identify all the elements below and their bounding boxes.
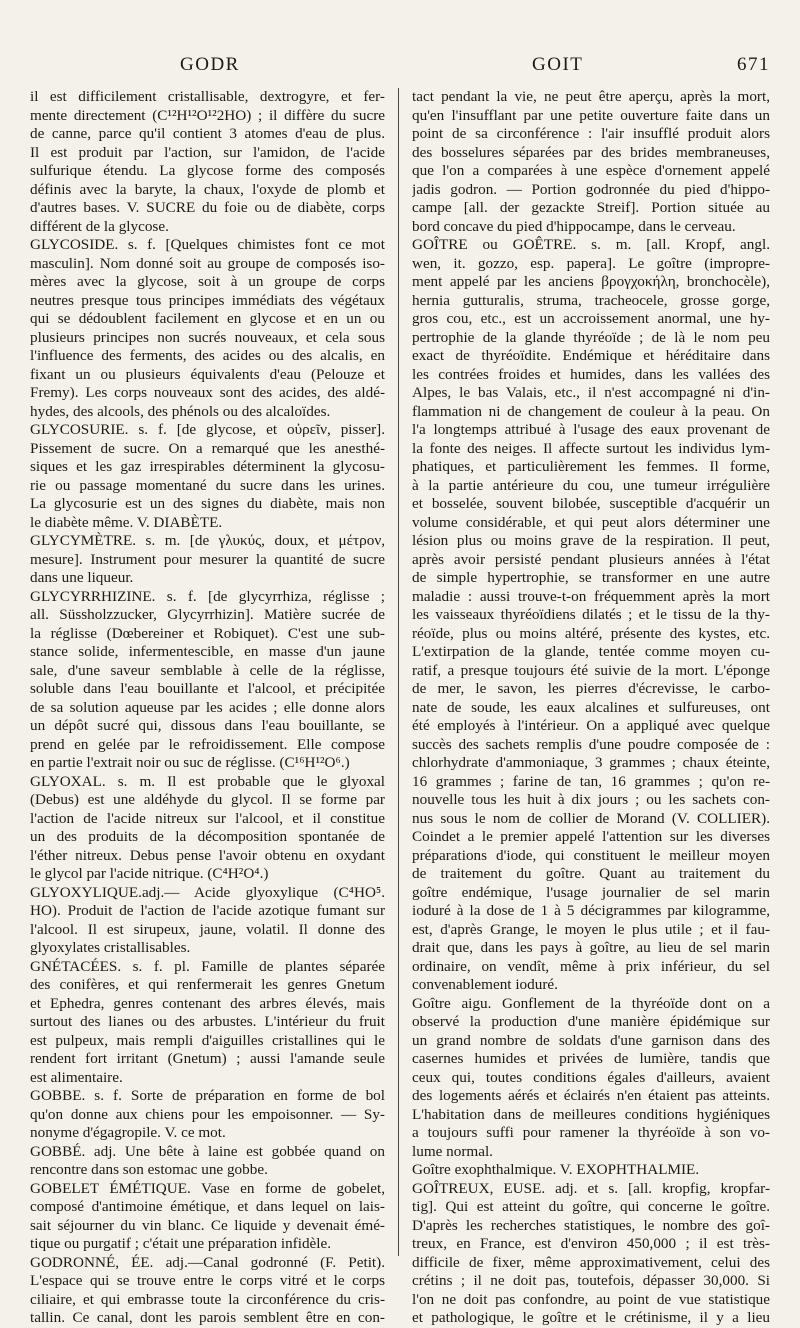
text-line: Goître aigu. Gonflement de la thyréoïde dont on a [412, 994, 770, 1012]
text-line: jadis godron. — Portion godronnée du pied d'hippo- [412, 180, 770, 198]
text-line: convenablement ioduré. [412, 976, 558, 993]
text-line: GLYCOSURIE. s. f. [de glycose, et οὐρεῖν, pisser]. [30, 421, 385, 438]
text-line: Alpes, le bas Valais, etc., il n'est accompagné ni d'in- [412, 384, 770, 401]
text-line: est pulpeux, mais rempli d'aiguilles cristallines qui le [30, 1031, 385, 1049]
text-line: tact pendant la vie, ne peut être aperçu, après la mort, [412, 88, 770, 105]
text-line: tallin. Ce canal, dont les parois semblent être en con- [30, 1309, 385, 1326]
text-line: réoïde, plus ou moins altéré, présente des kystes, etc. [412, 624, 770, 642]
text-line: un dépôt sucré qui, dissous dans l'eau bouillante, se [30, 717, 385, 734]
text-line: surtout des lianes ou des arbustes. L'intérieur du fruit [30, 1013, 385, 1030]
text-line: que l'on a comparées à une espèce d'ornement appelé [412, 162, 770, 179]
text-line: phatiques, et particulièrement les femmes. Il forme, [412, 458, 770, 475]
text-line: et Ephedra, genres contenant des arbres élevés, mais [30, 994, 385, 1012]
text-line: la réglisse (Dœbereiner et Robiquet). C'est une sub- [30, 624, 385, 642]
header-left-word: GODR [180, 54, 240, 75]
text-line: fixant un ou plusieurs équivalents d'eau (Pelouze et [30, 365, 385, 383]
text-line: définis avec la baryte, la chaux, l'oxyde de plomb et [30, 180, 385, 198]
text-line: tig]. Qui est atteint du goître, qui concerne le goître. [412, 1198, 770, 1215]
text-line: GLYOXAL. s. m. Il est probable que le glyoxal [30, 772, 385, 790]
text-line: tique ou purgatif ; c'était une préparation infidèle. [30, 1235, 332, 1252]
text-line: campe [all. der gezackte Streif]. Portion située au [412, 199, 770, 216]
text-line: prend en gelée par le refroidissement. Elle compose [30, 735, 385, 753]
text-line: crétins ; il ne doit pas, toutefois, dépasser 30,000. Si [412, 1272, 770, 1289]
text-line: drait que, dans les pays à goître, au lieu de sel marin [412, 939, 770, 956]
text-line: sulfurique étendu. La glycose forme des composés [30, 162, 385, 179]
text-line: glyoxylates cristallisables. [30, 939, 191, 956]
text-line: un grand nombre de soldats d'une garnison dans des [412, 1031, 770, 1049]
text-line: de traitement du goître. Quant au traitement du [412, 865, 770, 882]
text-line: wen, it. gozzo, esp. papera]. Le goître (impropre- [412, 254, 770, 272]
text-line: composé d'antimoine émétique, et dans lequel on lais- [30, 1198, 385, 1215]
text-line: ceux qui, toutes conditions égales d'ailleurs, avaient [412, 1068, 770, 1086]
text-line: été employés à l'intérieur. On a appliqué avec quelque [412, 717, 770, 734]
column-divider [398, 88, 399, 1256]
header-center-word: GOIT [532, 54, 584, 75]
text-line: GOBELET ÉMÉTIQUE. Vase en forme de gobelet, [30, 1179, 385, 1197]
text-line: ioduré à la dose de 1 à 5 décigrammes par kilogramme, [412, 902, 770, 919]
text-line: à la partie antérieure du cou, une tumeur irrégulière [412, 476, 770, 494]
text-line: GODRONNÉ, ÉE. adj.—Canal godronné (F. Petit). [30, 1253, 385, 1271]
text-line: mesure]. Instrument pour mesurer la quantité de sucre [30, 550, 385, 568]
text-line: qu'on donne aux chiens pour les empoisonner. — Sy- [30, 1105, 385, 1123]
text-line: observé la production d'une manière épidémique sur [412, 1013, 770, 1030]
text-line: all. Süssholzzucker, Glycyrrhizin]. Matière sucrée de [30, 606, 385, 623]
text-line: les vaisseaux thyréoïdiens dilatés ; et le tissu de la thy- [412, 606, 770, 623]
text-line: ment appelé par les anciens βρογχοκήλη, bronchocèle), [412, 273, 770, 290]
text-line: il est difficilement cristallisable, dextrogyre, et fer- [30, 88, 385, 105]
text-line: La glycosurie est un des signes du diabète, mais non [30, 495, 385, 512]
text-line: la fonte des neiges. Il affecte surtout les individus lym- [412, 439, 770, 457]
text-line: (Debus) est une aldéhyde du glycol. Il se forme par [30, 791, 385, 808]
text-line: nate de soude, les eaux alcalines et sulfureuses, ont [412, 698, 770, 716]
text-line: hydes, des alcools, des phénols ou des alcaloïdes. [30, 402, 331, 420]
text-line: HO). Produit de l'action de l'acide azotique fumant sur [30, 902, 385, 919]
text-line: exact de thyréoïdite. Endémique et héréditaire dans [412, 347, 770, 364]
text-line: nonyme d'égagropile. V. ce mot. [30, 1124, 226, 1141]
text-line: GOÎTREUX, EUSE. adj. et s. [all. kropfig, kropfar- [412, 1179, 770, 1197]
text-line: lésion plus ou moins grave de la respiration. Il peut, [412, 532, 770, 549]
text-line: des logements aérés et éclairés n'en étaient pas atteints. [412, 1087, 770, 1104]
text-line: différent de la glycose. [30, 217, 169, 235]
text-line: GLYCYRRHIZINE. s. f. [de glycyrrhiza, réglisse ; [30, 587, 385, 605]
text-line: Goître exophthalmique. V. EXOPHTHALMIE. [412, 1161, 700, 1178]
text-line: préparations d'iode, qui constituent le meilleur moyen [412, 846, 770, 864]
text-line: GOBBÉ. adj. Une bête à laine est gobbée quand on [30, 1142, 385, 1160]
text-line: nus sous le nom de collier de Morand (V. COLLIER). [412, 809, 770, 827]
text-line: bord concave du pied d'hippocampe, dans le cerveau. [412, 217, 736, 235]
text-line: un des produits de la décomposition spontanée de [30, 828, 385, 845]
text-line: rendent fort irritant (Gnetum) ; aussi l'amande seule [30, 1050, 385, 1067]
text-line: volume considérable, et qui peut alors déterminer une [412, 513, 770, 531]
text-line: l'alcool. Il est sirupeux, jaune, volatil. Il donne des [30, 920, 385, 938]
text-line: succès des sachets remplis d'une poudre composée de : [412, 735, 770, 753]
text-line: L'espace qui se trouve entre le corps vitré et le corps [30, 1272, 385, 1289]
text-line: point de sa circonférence : l'air insufflé produit alors [412, 125, 770, 142]
text-line: difficile de fixer, même approximativement, celui des [412, 1253, 770, 1271]
text-line: et bosselée, souvent bilobée, susceptible d'acquérir un [412, 495, 770, 512]
text-line: GNÉTACÉES. s. f. pl. Famille de plantes séparée [30, 957, 385, 975]
text-line: l'éther nitreux. Debus pense l'avoir obtenu en oxydant [30, 846, 385, 864]
text-line: GLYCOSIDE. s. f. [Quelques chimistes font ce mot [30, 236, 385, 253]
text-line: masculin]. Nom donné soit au groupe de composés iso- [30, 254, 385, 272]
text-line: en partie l'extrait noir ou suc de réglisse. (C¹⁶H¹²O⁶.) [30, 754, 350, 771]
text-line: ciliaire, et qui embrasse toute la circonférence du cris- [30, 1290, 385, 1308]
text-line: stance solide, infermentescible, en masse d'un jaune [30, 643, 385, 660]
text-line: et pathologique, le goître et le crétinisme, il y a lieu [412, 1309, 770, 1326]
text-line: des conifères, et qui renfermerait les genres Gnetum [30, 976, 385, 993]
text-line: est, d'après Grange, le moyen le plus utile ; et il fau- [412, 920, 770, 938]
text-line: le diabète même. V. DIABÈTE. [30, 513, 223, 531]
text-line: mères avec la glycose, soit à un groupe de corps [30, 273, 385, 290]
text-line: Coindet a le premier appelé l'attention sur les diverses [412, 828, 770, 845]
text-line: qui se dédoublent facilement en glycose et en un ou [30, 310, 385, 327]
text-line: GOÎTRE ou GOÊTRE. s. m. [all. Kropf, angl. [412, 236, 770, 253]
text-line: gros cou, etc., est un accroissement anormal, une hy- [412, 310, 770, 327]
text-line: qu'en l'insufflant par une petite ouverture faite dans un [412, 106, 770, 124]
text-line: d'autres bases. V. SUCRE du foie ou de diabète, corps [30, 199, 385, 216]
page-number: 671 [737, 54, 770, 75]
text-line: L'habitation dans de meilleures conditions hygiéniques [412, 1105, 770, 1123]
text-line: Il est produit par l'action, sur l'amidon, de l'acide [30, 143, 385, 161]
text-line: soluble dans l'eau bouillante et l'alcool, et précipitée [30, 680, 385, 697]
left-column [30, 88, 385, 1328]
text-line: neutres presque tous principes immédiats des végétaux [30, 291, 385, 309]
text-line: casernes humides et privées de lumière, tandis que [412, 1050, 770, 1067]
text-line: est alimentaire. [30, 1068, 123, 1086]
text-line: D'après les recherches statistiques, le nombre des goî- [412, 1216, 770, 1234]
text-line: hernia gutturalis, struma, tracheocele, grosse gorge, [412, 291, 770, 309]
text-line: des bosselures séparées par des brides membraneuses, [412, 143, 770, 161]
text-line: L'extirpation de la glande, tentée comme moyen cu- [412, 643, 770, 660]
text-line: l'a longtemps attribué à l'usage des eaux provenant de [412, 421, 770, 438]
text-line: ordinaire, on vendît, même à prix inférieur, du sel [412, 957, 770, 975]
text-line: pertrophie de la glande thyréoïde ; de là le nom peu [412, 328, 770, 346]
text-line: maladie : aussi trouve-t-on fréquemment après la mort [412, 587, 770, 605]
text-line: l'on ne doit pas confondre, au point de vue statistique [412, 1290, 770, 1308]
text-line: chlorhydrate d'ammoniaque, 3 grammes ; chaux éteinte, [412, 754, 770, 771]
text-line: les contrées froides et humides, dans les vallées des [412, 365, 770, 383]
text-line: l'action de l'acide nitreux sur l'alcool, et il constitue [30, 809, 385, 827]
text-line: de canne, parce qu'il contient 3 atomes d'eau de plus. [30, 125, 385, 142]
text-line: a toujours suffi pour ramener la thyréoïde à son vo- [412, 1124, 770, 1141]
text-line: flammation ni de changement de couleur à la peau. On [412, 402, 770, 420]
text-line: Fremy). Les corps nouveaux sont des acides, des aldé- [30, 384, 385, 401]
text-line: de simple hypertrophie, se transformer en une autre [412, 569, 770, 586]
text-line: de sa solution aqueuse par les acides ; elle donne alors [30, 698, 385, 716]
right-column [412, 88, 770, 1328]
text-line: sale, d'une saveur semblable à celle de la réglisse, [30, 661, 385, 679]
text-line: 16 grammes ; farine de tan, 16 grammes ; qu'on re- [412, 772, 770, 790]
text-line: dans une liqueur. [30, 569, 134, 586]
running-header [0, 54, 800, 84]
text-line: plusieurs principes non sucrés nouveaux, et cela sous [30, 328, 385, 346]
text-line: GLYCYMÈTRE. s. m. [de γλυκύς, doux, et μέτρον, [30, 532, 385, 549]
text-line: rencontre dans son estomac une gobbe. [30, 1161, 268, 1178]
text-line: siques et les gaz irrespirables déterminent la glycosu- [30, 458, 385, 475]
text-line: mente directement (C¹²H¹²O¹²2HO) ; il diffère du sucre [30, 106, 385, 124]
text-line: GOBBE. s. f. Sorte de préparation en forme de bol [30, 1087, 385, 1104]
text-line: après avoir persisté pendant plusieurs années à l'état [412, 550, 770, 568]
text-line: Pissement de sucre. On a remarqué que les anesthé- [30, 439, 385, 457]
text-line: goître endémique, l'usage journalier de sel marin [412, 883, 770, 901]
text-line: GLYOXYLIQUE.adj.— Acide glyoxylique (C⁴HO⁵. [30, 883, 385, 901]
text-line: rie ou passage momentané du sucre dans les urines. [30, 476, 385, 494]
text-line: de mer, le savon, les pierres d'écrevisse, le carbo- [412, 680, 770, 697]
text-line: sait séjourner du vin blanc. Ce liquide y devenait émé- [30, 1216, 385, 1234]
text-line: treux, en France, est d'environ 450,000 ; il est très- [412, 1235, 770, 1252]
text-line: lume normal. [412, 1142, 493, 1160]
text-line: l'influence des ferments, des acides ou des alcalis, en [30, 347, 385, 364]
text-line: ratif, a presque toujours été suivie de la mort. L'éponge [412, 661, 770, 679]
text-line: nouvelle tous les huit à dix jours ; ou les sachets con- [412, 791, 770, 808]
text-line: le glycol par l'acide nitrique. (C⁴H²O⁴.) [30, 865, 269, 882]
